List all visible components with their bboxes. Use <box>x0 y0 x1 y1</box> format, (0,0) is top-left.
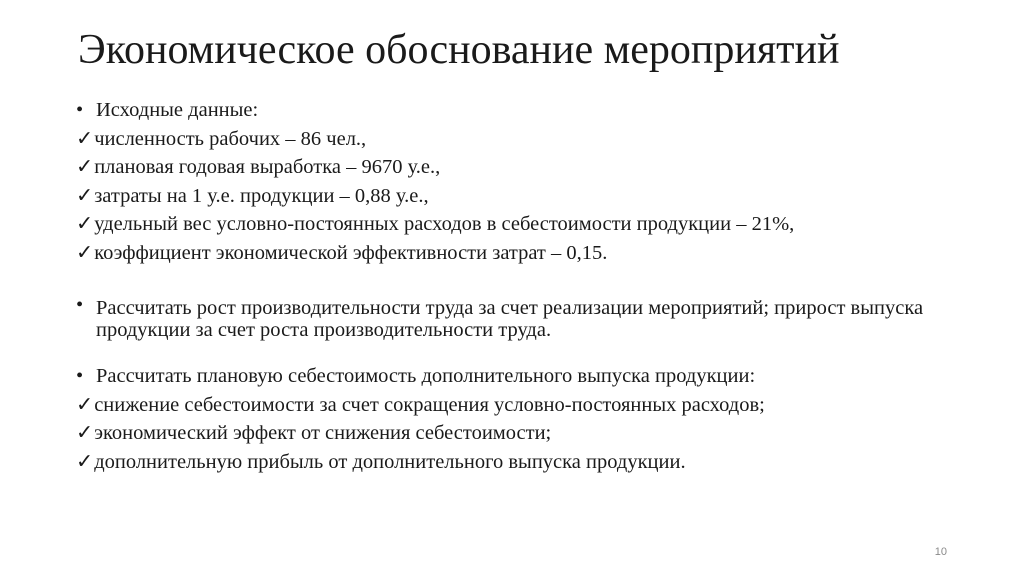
bullet-item-planned-cost <box>76 362 976 391</box>
spacer <box>76 267 976 294</box>
page-number: 10 <box>934 546 947 558</box>
checkmark-icon: ✓ <box>76 241 94 264</box>
checkmark-icon: ✓ <box>76 127 94 150</box>
bullet-icon: • <box>76 99 84 121</box>
check-item-text: коэффициент экономической эффективности затрат – 0,15. <box>94 241 608 264</box>
check-item <box>76 391 976 420</box>
check-item <box>76 125 976 154</box>
bullet-icon: • <box>76 365 84 387</box>
checkmark-icon: ✓ <box>76 450 94 473</box>
bullet-item-initial-data <box>76 96 976 125</box>
checkmark-icon: ✓ <box>76 393 94 416</box>
check-item <box>76 210 976 239</box>
checkmark-icon: ✓ <box>76 422 94 444</box>
bullet-text: Рассчитать плановую себестоимость дополнительного выпуска продукции: <box>96 365 756 387</box>
checkmark-icon: ✓ <box>76 213 94 235</box>
check-item-text: дополнительную прибыль от дополнительного выпуска продукции. <box>94 450 686 473</box>
check-item-text: экономический эффект от снижения себестоимости; <box>94 422 552 444</box>
check-item <box>76 419 976 448</box>
spacer <box>76 341 976 362</box>
check-item-text: снижение себестоимости за счет сокращения условно-постоянных расходов; <box>94 393 765 416</box>
check-item-text: численность рабочих – 86 чел., <box>94 127 367 150</box>
check-item-text: затраты на 1 у.е. продукции – 0,88 у.е., <box>94 184 429 207</box>
bullet-text: Исходные данные: <box>96 99 259 121</box>
check-item-text: удельный вес условно-постоянных расходов в себестоимости продукции – 21%, <box>94 213 795 235</box>
check-item <box>76 239 976 268</box>
check-item <box>76 448 976 477</box>
slide-content <box>76 96 976 476</box>
bullet-text: Рассчитать рост производительности труда за счет реализации мероприятий; прирост выпуска продукции за счет роста производительности труда. <box>96 297 924 341</box>
slide-title: Экономическое обоснование мероприятий <box>78 27 840 73</box>
check-item <box>76 153 976 182</box>
bullet-item-productivity <box>76 294 976 341</box>
checkmark-icon: ✓ <box>76 184 94 207</box>
check-item-text: плановая годовая выработка – 9670 у.е., <box>94 156 441 178</box>
checkmark-icon: ✓ <box>76 156 94 178</box>
bullet-icon: • <box>76 294 84 316</box>
check-item <box>76 182 976 211</box>
